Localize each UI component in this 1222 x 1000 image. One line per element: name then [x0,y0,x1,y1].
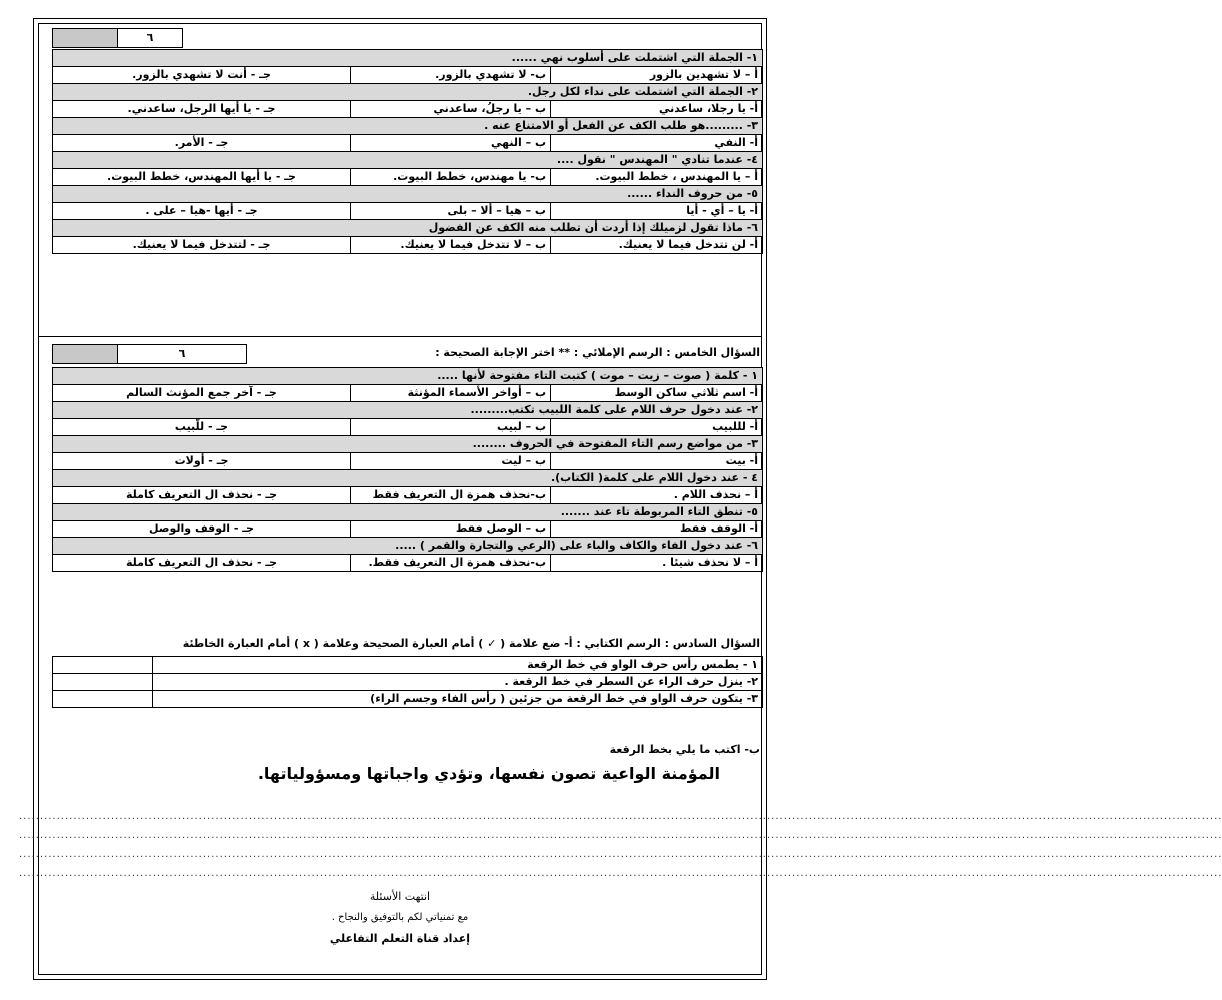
section5-q1-option-1[interactable]: أ- اسم ثلاثي ساكن الوسط [551,385,763,402]
score-blank-cell [53,345,118,364]
section5-q5-option-1[interactable]: أ- الوقف فقط [551,521,763,538]
section4-q5-option-2[interactable]: ب – هيا – ألا – بلى [351,203,551,220]
writing-line-1[interactable]: ................................................................................................................................................................................................................................................................................................ [19,811,1222,822]
section4-q2-option-1[interactable]: أ- يا رجلا، ساعدني [551,101,763,118]
section4-q6-option-3[interactable]: جـ - لتتدخل فيما لا يعنيك. [53,237,351,254]
section4-question-3: ٣- .........هو طلب الكف عن الفعل أو الامتناع عنه . [53,118,763,135]
section5-question-6: ٦- عند دخول الفاء والكاف والباء على (الرعي والتجارة والقمر ) ..... [53,538,763,555]
section4-question-4: ٤- عندما تنادي " المهندس " نقول .... [53,152,763,169]
section4-q4-option-3[interactable]: جـ - يا أيها المهندس، خطط البيوت. [53,169,351,186]
section4-q5-option-1[interactable]: أ- يا – أي - أيا [551,203,763,220]
section5-question-3: ٣- من مواضع رسم التاء المفتوحة في الحروف ........ [53,436,763,453]
score-value: ٦ [118,29,183,48]
statement-2: ٢- ينزل حرف الراء عن السطر في خط الرقعة . [153,674,763,691]
answer-box-3[interactable] [53,691,153,708]
section4-q3-option-3[interactable]: جـ - الأمر. [53,135,351,152]
section5-score-box [52,344,247,364]
section5-q1-option-3[interactable]: جـ - آخر جمع المؤنث السالم [53,385,351,402]
section5-q3-option-2[interactable]: ب – ليت [351,453,551,470]
section5-table [52,367,763,572]
section5-title: السؤال الخامس : الرسم الإملائي : ** اختر الإجابة الصحيحة : [435,346,760,359]
section5-q4-option-3[interactable]: جـ - نحذف ال التعريف كاملة [53,487,351,504]
answer-box-1[interactable] [53,657,153,674]
section-divider [38,336,762,337]
section5-question-2: ٢- عند دخول حرف اللام على كلمة اللبيب تكتب......... [53,402,763,419]
section4-table [52,49,763,254]
section4-q6-option-2[interactable]: ب – لا تتدخل فيما لا يعنيك. [351,237,551,254]
section5-q4-option-1[interactable]: أ – نحذف اللام . [551,487,763,504]
section4-q2-option-2[interactable]: ب – يا رجلُ، ساعدني [351,101,551,118]
section4-q2-option-3[interactable]: جـ - يا أيها الرجل، ساعدني. [53,101,351,118]
part-b-label: ب- اكتب ما يلي بخط الرقعة [609,743,760,756]
section5-question-1: ١ - كلمة ( صوت – زيت – موت ) كتبت التاء مفتوحة لأنها ..... [53,368,763,385]
section5-q3-option-1[interactable]: أ- بيت [551,453,763,470]
section4-q3-option-2[interactable]: ب – النهي [351,135,551,152]
section5-q2-option-3[interactable]: جـ - للّبيب [53,419,351,436]
section4-q1-option-2[interactable]: ب- لا تشهدي بالزور. [351,67,551,84]
section5-q6-option-1[interactable]: أ – لا نحذف شيئا . [551,555,763,572]
section4-q4-option-2[interactable]: ب- يا مهندس، خطط البيوت. [351,169,551,186]
section5-q2-option-2[interactable]: ب – لبيب [351,419,551,436]
section5-q4-option-2[interactable]: ب-نحذف همزة ال التعريف فقط [351,487,551,504]
section6-title: السؤال السادس : الرسم الكتابي : أ- ضع علامة ( ✓ ) أمام العبارة الصحيحة وعلامة ( x ) أمام العبارة الخاطئة [182,637,760,650]
section4-question-6: ٦- ماذا تقول لزميلك إذا أردت أن تطلب منه الكف عن الفضول [53,220,763,237]
credit-line: إعداد قناة التعلم التفاعلي [329,932,471,945]
section5-q6-option-2[interactable]: ب-نحذف همزة ال التعريف فقط. [351,555,551,572]
section4-q1-option-1[interactable]: أ – لا تشهدين بالزور [551,67,763,84]
statement-1: ١ - يطمس رأس حرف الواو في خط الرقعة [153,657,763,674]
section5-q6-option-3[interactable]: جـ - نحذف ال التعريف كاملة [53,555,351,572]
section5-question-4: ٤ - عند دخول اللام على كلمة( الكتاب). [53,470,763,487]
section5-q2-option-1[interactable]: أ- لللبيب [551,419,763,436]
section5-q1-option-2[interactable]: ب – أواخر الأسماء المؤنثة [351,385,551,402]
section4-score-box [52,28,183,48]
writing-line-3[interactable]: ................................................................................................................................................................................................................................................................................................ [19,849,1222,860]
section4-q4-option-1[interactable]: أ – يا المهندس ، خطط البيوت. [551,169,763,186]
section4-question-5: ٥- من حروف النداء ...... [53,186,763,203]
section5-q5-option-3[interactable]: جـ - الوقف والوصل [53,521,351,538]
section5-q5-option-2[interactable]: ب – الوصل فقط [351,521,551,538]
rukaa-sentence: المؤمنة الواعية تصون نفسها، وتؤدي واجباتها ومسؤولياتها. [257,764,720,783]
score-value: ٦ [118,345,247,364]
score-blank-cell [53,29,118,48]
writing-line-2[interactable]: ................................................................................................................................................................................................................................................................................................ [19,830,1222,841]
section4-question-2: ٢- الجملة التي اشتملت على نداء لكل رجل. [53,84,763,101]
section4-q1-option-3[interactable]: جـ - أنت لا تشهدي بالزور. [53,67,351,84]
writing-line-4[interactable]: ................................................................................................................................................................................................................................................................................................ [19,868,1222,879]
section4-question-1: ١- الجملة التي اشتملت على أسلوب نهي ...... [53,50,763,67]
section4-q6-option-1[interactable]: أ- لن تتدخل فيما لا يعنيك. [551,237,763,254]
wishes-line: مع تمنياتي لكم بالتوفيق والنجاح . [331,912,469,923]
end-of-questions: انتهت الأسئلة [369,890,431,903]
section5-question-5: ٥- تنطق التاء المربوطة تاء عند ....... [53,504,763,521]
answer-box-2[interactable] [53,674,153,691]
section4-q3-option-1[interactable]: أ- النفي [551,135,763,152]
statement-3: ٣- يتكون حرف الواو في خط الرقعة من جزئين ( رأس الفاء وجسم الراء) [153,691,763,708]
section5-q3-option-3[interactable]: جـ - أولات [53,453,351,470]
section6-table [52,656,763,708]
section4-q5-option-3[interactable]: جـ - أيها -هيا – على . [53,203,351,220]
